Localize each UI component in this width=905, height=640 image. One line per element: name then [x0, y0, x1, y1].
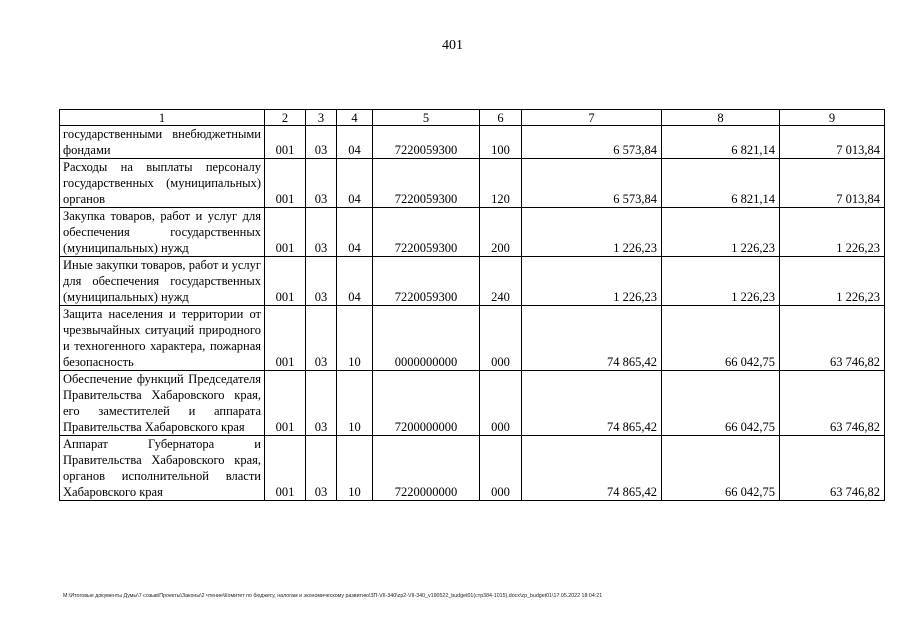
expense-type-code: 000 [480, 436, 522, 501]
ministry-code: 001 [265, 159, 306, 208]
amount-col-7: 74 865,42 [522, 436, 662, 501]
column-header: 2 [265, 110, 306, 126]
amount-col-7: 74 865,42 [522, 371, 662, 436]
expense-type-code: 000 [480, 371, 522, 436]
amount-col-9: 1 226,23 [780, 257, 885, 306]
column-header: 9 [780, 110, 885, 126]
ministry-code: 001 [265, 208, 306, 257]
expense-type-code: 120 [480, 159, 522, 208]
subsection-code: 10 [337, 436, 373, 501]
amount-col-9: 63 746,82 [780, 371, 885, 436]
amount-col-8: 1 226,23 [662, 208, 780, 257]
expense-name: Обеспечение функций Председателя Правительства Хабаровского края, его заместителей и аппарата Правительства Хабаровского края [60, 371, 265, 436]
target-article-code: 7220059300 [373, 126, 480, 159]
table-row [60, 126, 885, 159]
amount-col-7: 74 865,42 [522, 306, 662, 371]
column-header: 8 [662, 110, 780, 126]
ministry-code: 001 [265, 257, 306, 306]
target-article-code: 7200000000 [373, 371, 480, 436]
expense-type-code: 000 [480, 306, 522, 371]
expense-name: Расходы на выплаты персоналу государственных (муниципальных) органов [60, 159, 265, 208]
section-code: 03 [306, 436, 337, 501]
expense-name: Закупка товаров, работ и услуг для обеспечения государственных (муниципальных) нужд [60, 208, 265, 257]
amount-col-9: 7 013,84 [780, 159, 885, 208]
amount-col-9: 63 746,82 [780, 306, 885, 371]
budget-table [59, 109, 885, 501]
amount-col-9: 7 013,84 [780, 126, 885, 159]
expense-name: Иные закупки товаров, работ и услуг для обеспечения государственных (муниципальных) нужд [60, 257, 265, 306]
subsection-code: 10 [337, 371, 373, 436]
ministry-code: 001 [265, 436, 306, 501]
target-article-code: 7220059300 [373, 257, 480, 306]
section-code: 03 [306, 126, 337, 159]
column-header: 4 [337, 110, 373, 126]
target-article-code: 7220059300 [373, 159, 480, 208]
table-row [60, 436, 885, 501]
section-code: 03 [306, 371, 337, 436]
target-article-code: 0000000000 [373, 306, 480, 371]
subsection-code: 04 [337, 257, 373, 306]
page-number: 401 [442, 38, 463, 53]
target-article-code: 7220000000 [373, 436, 480, 501]
amount-col-9: 1 226,23 [780, 208, 885, 257]
amount-col-7: 6 573,84 [522, 159, 662, 208]
amount-col-9: 63 746,82 [780, 436, 885, 501]
expense-name: государственными внебюджетными фондами [60, 126, 265, 159]
amount-col-8: 66 042,75 [662, 306, 780, 371]
subsection-code: 10 [337, 306, 373, 371]
column-header: 7 [522, 110, 662, 126]
ministry-code: 001 [265, 306, 306, 371]
subsection-code: 04 [337, 159, 373, 208]
table-row [60, 208, 885, 257]
document-path-footer: М:\Итоговые документы Думы\7 созыв\Проекты\Законы\2 чтение\Комитет по бюджету, налогам и экономическому развитию\ЗП-VII-340\zp2-VII-340_v190522_budget01(стр384-1015).docx\zp_budget01\17.05.2022 18:04:21 [63, 593, 603, 599]
amount-col-7: 1 226,23 [522, 257, 662, 306]
column-header: 6 [480, 110, 522, 126]
expense-type-code: 200 [480, 208, 522, 257]
column-header: 3 [306, 110, 337, 126]
amount-col-8: 66 042,75 [662, 436, 780, 501]
section-code: 03 [306, 306, 337, 371]
column-header: 1 [60, 110, 265, 126]
ministry-code: 001 [265, 371, 306, 436]
section-code: 03 [306, 159, 337, 208]
expense-name: Аппарат Губернатора и Правительства Хабаровского края, органов исполнительной власти Хабаровского края [60, 436, 265, 501]
ministry-code: 001 [265, 126, 306, 159]
expense-type-code: 100 [480, 126, 522, 159]
subsection-code: 04 [337, 208, 373, 257]
expense-name: Защита населения и территории от чрезвычайных ситуаций природного и техногенного характера, пожарная безопасность [60, 306, 265, 371]
table-row [60, 371, 885, 436]
target-article-code: 7220059300 [373, 208, 480, 257]
amount-col-8: 1 226,23 [662, 257, 780, 306]
amount-col-8: 6 821,14 [662, 126, 780, 159]
column-header: 5 [373, 110, 480, 126]
table-row [60, 257, 885, 306]
amount-col-8: 6 821,14 [662, 159, 780, 208]
column-number-row [60, 110, 885, 126]
table-row [60, 159, 885, 208]
amount-col-8: 66 042,75 [662, 371, 780, 436]
section-code: 03 [306, 257, 337, 306]
expense-type-code: 240 [480, 257, 522, 306]
amount-col-7: 6 573,84 [522, 126, 662, 159]
subsection-code: 04 [337, 126, 373, 159]
amount-col-7: 1 226,23 [522, 208, 662, 257]
table-row [60, 306, 885, 371]
section-code: 03 [306, 208, 337, 257]
